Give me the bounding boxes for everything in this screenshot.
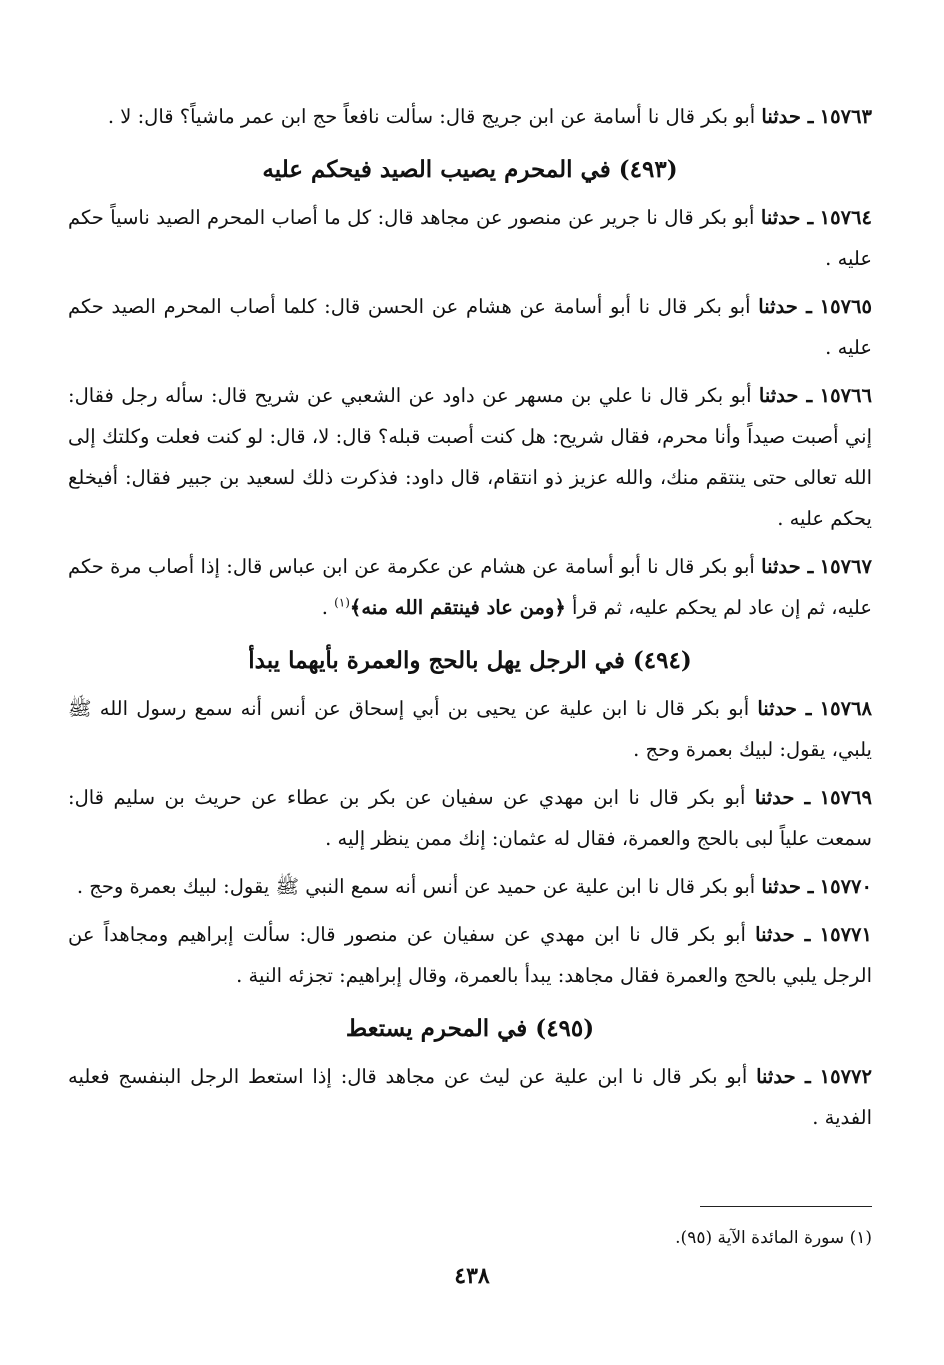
hadith-entry-15766 bbox=[68, 375, 872, 539]
hadith-entry-15768 bbox=[68, 688, 872, 770]
hadith-entry-15769 bbox=[68, 777, 872, 859]
footnote-reference[interactable]: (١) bbox=[334, 595, 350, 610]
entry-tail: . bbox=[321, 596, 335, 619]
entry-number: ١٥٧٦٤ bbox=[819, 206, 873, 229]
hadith-entry-15765 bbox=[68, 286, 872, 368]
entry-text: أبو بكر قال نا أبو أسامة عن هشام عن عكرمة عن ابن عباس قال: إذا أصاب مرة حكم عليه، ثم إن عاد لم يحكم عليه، ثم قرأ bbox=[68, 555, 872, 619]
entry-text: أبو بكر قال نا أبو أسامة عن هشام عن الحسن قال: كلما أصاب المحرم الصيد حكم عليه . bbox=[68, 295, 872, 359]
entry-lead: ـ حدثنا bbox=[758, 384, 813, 407]
entry-text: أبو بكر قال نا ابن علية عن ليث عن مجاهد قال: إذا استعط الرجل البنفسج فعليه الفدية . bbox=[68, 1065, 872, 1129]
entry-number: ١٥٧٦٥ bbox=[819, 295, 873, 318]
entry-number: ١٥٧٧١ bbox=[819, 923, 873, 946]
entry-text: أبو بكر قال نا جرير عن منصور عن مجاهد قال: كل ما أصاب المحرم الصيد ناسياً حكم عليه . bbox=[68, 206, 872, 270]
entry-lead: ـ حدثنا bbox=[755, 923, 811, 946]
quran-quote: ﴿ومن عاد فينتقم الله منه﴾ bbox=[349, 596, 566, 619]
footnote-divider bbox=[700, 1206, 872, 1207]
hadith-entry-15763 bbox=[68, 96, 872, 137]
page-number: ٤٣٨ bbox=[454, 1263, 490, 1289]
entry-number: ١٥٧٦٩ bbox=[819, 786, 873, 809]
hadith-entry-15772 bbox=[68, 1056, 872, 1138]
entry-number: ١٥٧٦٦ bbox=[819, 384, 873, 407]
hadith-entry-15770 bbox=[68, 866, 872, 907]
entry-text: أبو بكر قال نا ابن علية عن يحيى بن أبي إسحاق عن أنس أنه سمع رسول الله ﷺ يلبي، يقول: لبيك بعمرة وحج . bbox=[68, 697, 872, 761]
entry-lead: ـ حدثنا bbox=[760, 206, 814, 229]
hadith-entry-15767 bbox=[68, 546, 872, 628]
entry-lead: ـ حدثنا bbox=[761, 105, 814, 128]
entry-text: أبو بكر قال نا ابن علية عن حميد عن أنس أنه سمع النبي ﷺ يقول: لبيك بعمرة وحج . bbox=[76, 875, 762, 898]
hadith-entry-15771 bbox=[68, 914, 872, 996]
entry-number: ١٥٧٦٣ bbox=[819, 105, 872, 128]
entry-lead: ـ حدثنا bbox=[754, 786, 811, 809]
entry-text: أبو بكر قال نا ابن مهدي عن سفيان عن بكر بن عطاء عن حريث بن سليم قال: سمعت علياً لبى بالحج والعمرة، فقال له عثمان: إنك ممن ينظر إليه . bbox=[68, 786, 872, 850]
entry-lead: ـ حدثنا bbox=[761, 555, 814, 578]
hadith-entry-15764 bbox=[68, 197, 872, 279]
entry-text: أبو بكر قال نا أسامة عن ابن جريج قال: سألت نافعاً حج ابن عمر ماشياً؟ قال: لا . bbox=[107, 105, 762, 128]
entry-number: ١٥٧٧٢ bbox=[819, 1065, 872, 1088]
entry-text: أبو بكر قال نا علي بن مسهر عن داود عن الشعبي عن شريح قال: سأله رجل فقال: إني أصبت صيداً وأنا محرم، فقال شريح: هل كنت أصبت قبله؟ قال: لا، قال: لو كنت فعلت وكلتك إلى الله تعالى حتى ينتقم منك، والله عزيز ذو انتقام، قال داود: فذكرت ذلك لسعيد بن جبير فقال: أفيخلع يحكم عليه . bbox=[68, 384, 872, 530]
footnote: (١) سورة المائدة الآية (٩٥). bbox=[675, 1228, 872, 1248]
entry-text: أبو بكر قال نا ابن مهدي عن سفيان عن منصور قال: سألت إبراهيم ومجاهداً عن الرجل يلبي بالحج والعمرة فقال مجاهد: يبدأ بالعمرة، وقال إبراهيم: تجزئه النية . bbox=[68, 923, 872, 987]
chapter-heading-495: (٤٩٥) في المحرم يستعط bbox=[345, 1015, 595, 1042]
entry-lead: ـ حدثنا bbox=[756, 1065, 811, 1088]
chapter-heading-494: (٤٩٤) في الرجل يهل بالحج والعمرة بأيهما يبدأ bbox=[248, 647, 692, 674]
entry-lead: ـ حدثنا bbox=[761, 875, 814, 898]
entry-lead: ـ حدثنا bbox=[758, 295, 812, 318]
entry-number: ١٥٧٦٧ bbox=[819, 555, 872, 578]
chapter-heading-493: (٤٩٣) في المحرم يصيب الصيد فيحكم عليه bbox=[262, 156, 678, 183]
entry-number: ١٥٧٦٨ bbox=[819, 697, 872, 720]
entry-lead: ـ حدثنا bbox=[757, 697, 812, 720]
entry-number: ١٥٧٧٠ bbox=[819, 875, 872, 898]
page-body bbox=[68, 96, 872, 1145]
